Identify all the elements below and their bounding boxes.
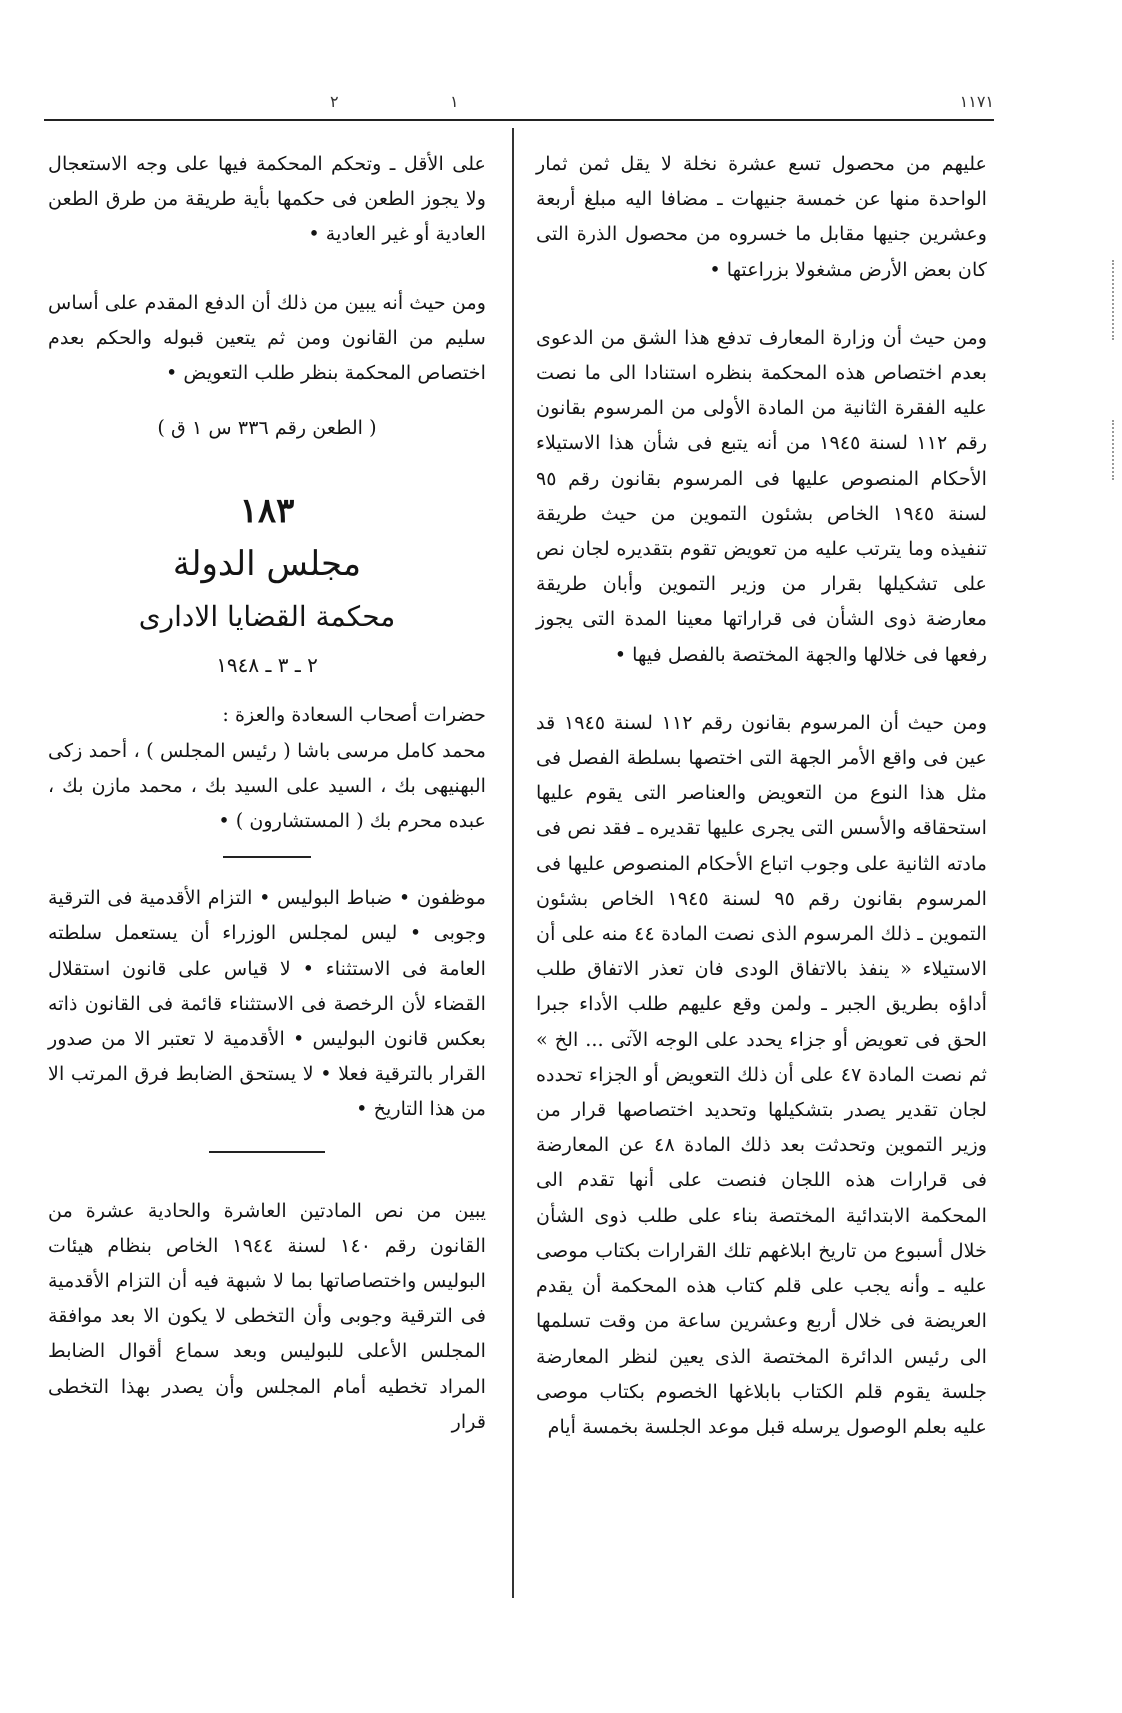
page-number-mid: ١ [450,92,459,111]
margin-mark [1112,420,1116,480]
paragraph: ومن حيث أن وزارة المعارف تدفع هذا الشق من الدعوى بعدم اختصاص هذه المحكمة بنظره استنادا الى ما نصت عليه الفقرة الثانية من المادة الأولى من المرسوم بقانون رقم ١١٢ لسنة ١٩٤٥ من أنه يتبع فى شأن هذا الاستيلاء الأحكام المنصوص عليها فى المرسوم بقانون رقم ٩٥ لسنة ١٩٤٥ الخاص بشئون التموين من حيث طريقة تنفيذه وما يترتب عليه من تعويض تقوم بتقديره لجان نص على تشكيلها بقرار من وزير التموين وأبان طريقة معارضة ذوى الشأن فى قراراتها معينا المدة التى يجوز رفعها فى خلالها والجهة المختصة بالفصل فيها • [536,325,988,666]
headnote-summary: موظفون • ضباط البوليس • التزام الأقدمية فى الترقية وجوبى • ليس لمجلس الوزراء أن يستعمل سلطته العامة فى الاستثناء • لا قياس على قانون استقلال القضاء لأن الرخصة فى الاستثناء قائمة فى القانون ذاته بعكس قانون البوليس • الأقدمية لا تعتبر الا من صدور القرار بالترقية فعلا • لا يستحق الضابط فرق المرتب الا من هذا التاريخ • [48,886,486,1121]
paragraph: على الأقل ـ وتحكم المحكمة فيها على وجه الاستعجال ولا يجوز الطعن فى حكمها بأية طريقة من طرق الطعن العادية أو غير العادية • [48,152,486,246]
page-number: ١١٧١ [959,92,994,111]
decision-date: ٢ ـ ٣ ـ ١٩٤٨ [216,653,318,678]
column-divider [512,128,514,1598]
left-column [48,146,486,1472]
paragraph: عليهم من محصول تسع عشرة نخلة لا يقل ثمن ثمار الواحدة منها عن خمسة جنيهات ـ مضافا اليه مبلغ أربعة وعشرين جنيها مقابل ما خسروه من محصول الذرة التى كان بعض الأرض مشغولا بزراعتها • [536,152,987,281]
court-title: محكمة القضايا الادارى [138,600,396,634]
right-column [536,146,987,1477]
header-rule [44,119,994,121]
margin-mark [1112,260,1116,340]
paragraph: ومن حيث أن المرسوم بقانون رقم ١١٢ لسنة ١٩٤٥ قد عين فى واقع الأمر الجهة التى اختصها بسلطة الفصل فى مثل هذا النوع من التعويض والعناصر التى يقوم عليها استحقاقه والأسس التى يجرى عليها تقديره ـ فقد نص فى مادته الثانية على وجوب اتباع الأحكام المنصوص عليها فى المرسوم بقانون رقم ٩٥ لسنة ١٩٤٥ الخاص بشئون التموين ـ ذلك المرسوم الذى نصت المادة ٤٤ منه على أن الاستيلاء « ينفذ بالاتفاق الودى فان تعذر الاتفاق طلب أداؤه بطريق الجبر ـ ولمن وقع عليهم طلب الأداء جبرا الحق فى تعويض أو جزاء يحدد على الوجه الآتى ... الخ » ثم نصت المادة ٤٧ على أن ذلك التعويض أو الجزاء تحدده لجان تقدير يصدر بتشكيلها وتحديد اختصاصها قرار من وزير التموين وتحدثت بعد ذلك المادة ٤٨ عن المعارضة فى قرارات هذه اللجان فنصت على أنها تقدم الى المحكمة الابتدائية المختصة بناء على طلب ذوى الشأن خلال أسبوع من تاريخ ابلاغهم تلك القرارات بكتاب موصى عليه ـ وأنه يجب على قلم كتاب هذه المحكمة أن يقدم العريضة فى خلال أربع وعشرين ساعة من وقت تسلمها الى رئيس الدائرة المختصة الذى يعين لنظر المعارضة جلسة يقوم قلم الكتاب بابلاغها الخصوم بكتاب موصى عليه بعلم الوصول يرسله قبل موعد الجلسة بخمسة أيام [536,710,988,1438]
paragraph: ومن حيث أنه يبين من ذلك أن الدفع المقدم على أساس سليم من القانون ومن ثم يتعين قبوله والحكم بعدم اختصاص المحكمة بنظر طلب التعويض • [47,290,486,385]
attendees-heading: حضرات أصحاب السعادة والعزة : [222,703,486,727]
page-number-left: ٢ [330,92,339,111]
paragraph: يبين من نص المادتين العاشرة والحادية عشرة من القانون رقم ١٤٠ لسنة ١٩٤٤ الخاص بنظام هيئات البوليس واختصاصاتها بما لا شبهة فيه أن التزام الأقدمية فى الترقية وجوبى وأن التخطى لا يكون الا بعد موافقة المجلس الأعلى للبوليس وبعد سماع أقوال الضابط المراد تخطيه أمام المجلس وأن يصدر بهذا التخطى قرار [48,1198,487,1433]
attendees-list: محمد كامل مرسى باشا ( رئيس المجلس ) ، أحمد زكى البهنيهى بك ، السيد على السيد بك ، محمد مازن بك ، عبده محرم بك ( المستشارون ) • [48,738,486,833]
citation: ( الطعن رقم ٣٣٦ س ١ ق ) [157,416,377,440]
council-title: مجلس الدولة [172,544,362,585]
section-divider [209,1151,325,1153]
section-divider [223,856,311,858]
case-number: ١٨٣ [239,491,295,532]
